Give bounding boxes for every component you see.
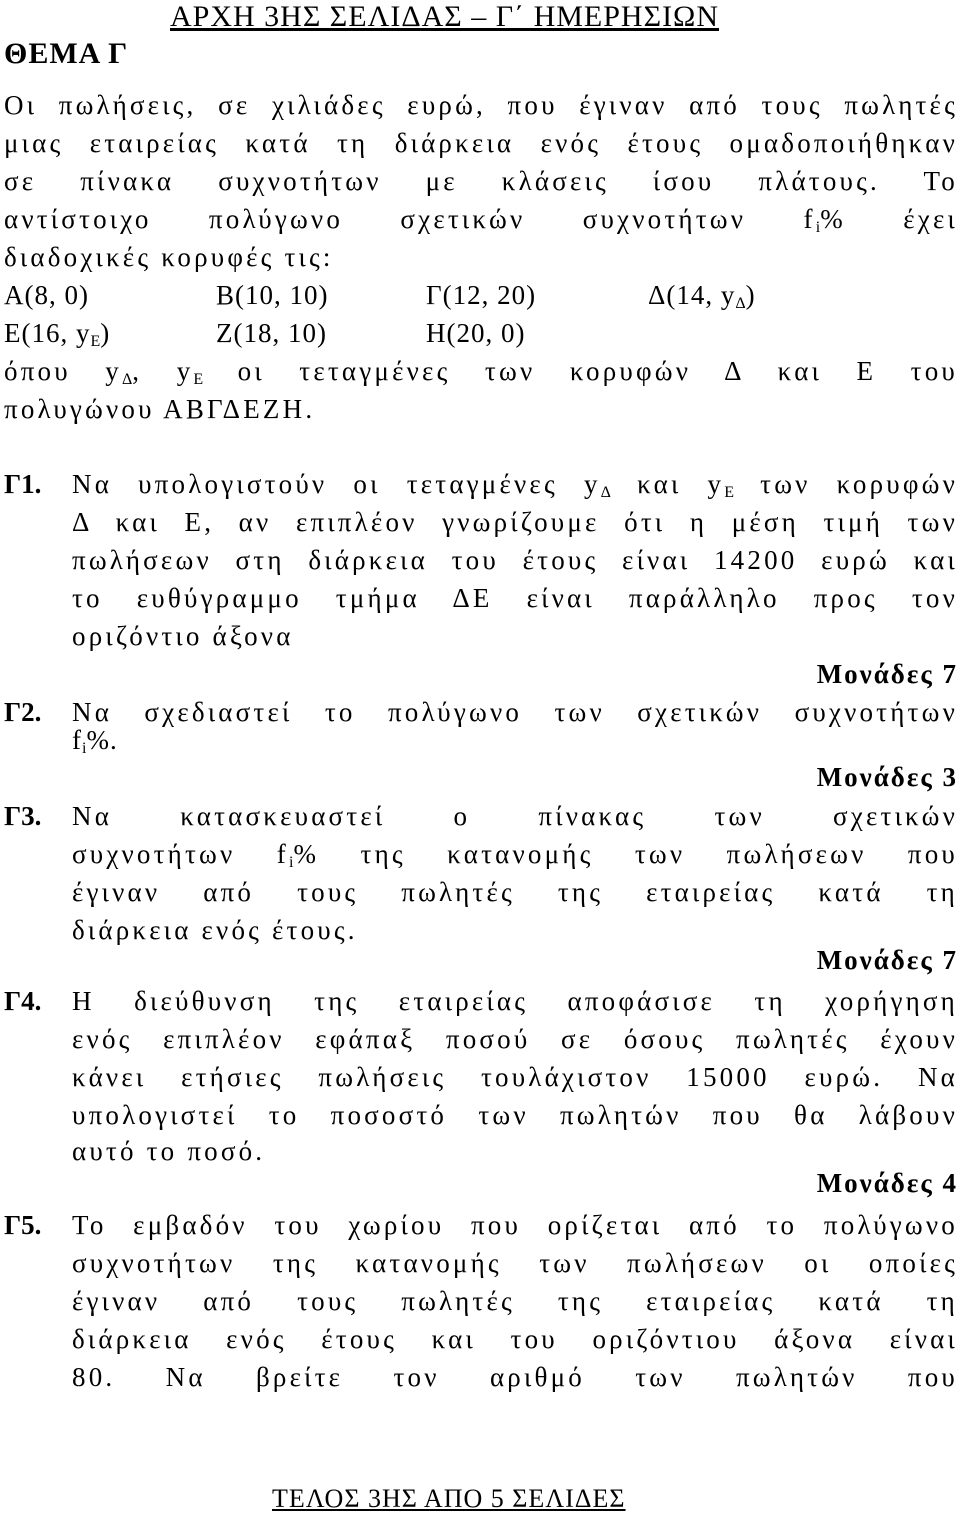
vertex-a: Α(8, 0): [4, 280, 89, 310]
q3-score: Μονάδες 7: [816, 945, 958, 975]
q5-line-5: 80. Να βρείτε τον αριθμό των πωλητών που: [72, 1362, 958, 1392]
vertex-g: Γ(12, 20): [426, 280, 537, 310]
q5-line-2: συχνοτήτων της κατανομής των πωλήσεων οι οποίες: [72, 1248, 958, 1278]
q1-line-2: Δ και Ε, αν επιπλέον γνωρίζουμε ότι η μέση τιμή των: [72, 507, 958, 537]
q4-line-4: υπολογιστεί το ποσοστό των πωλητών που θα λάβουν: [72, 1100, 958, 1130]
intro-line-4: αντίστοιχο πολύγωνο σχετικών συχνοτήτων $f_i\%$ έχει: [4, 204, 958, 236]
q4-score: Μονάδες 4: [816, 1168, 958, 1198]
question-3-number: Γ3.: [4, 801, 42, 831]
q2-line-1: Να σχεδιαστεί το πολύγωνο των σχετικών συχνοτήτων: [72, 697, 958, 727]
q3-line-1: Να κατασκευαστεί ο πίνακας των σχετικών: [72, 801, 958, 831]
where-line-1: όπου $y_\Delta$, $y_E$ οι τεταγμένες των κορυφών Δ και Ε του: [4, 356, 958, 388]
where-line-2: πολυγώνου ΑΒΓΔΕΖΗ.: [4, 394, 316, 424]
q1-line-5: οριζόντιο άξονα: [72, 621, 294, 651]
q3-line-4: διάρκεια ενός έτους.: [72, 915, 358, 945]
vertex-h: Η(20, 0): [426, 318, 526, 348]
q1-line-1: Να υπολογιστούν οι τεταγμένες $y_\Delta$ και $y_E$ των κορυφών: [72, 469, 959, 501]
question-2-number: Γ2.: [4, 697, 42, 727]
question-5-number: Γ5.: [4, 1210, 42, 1240]
vertex-d: Δ(14, $y_\Delta$): [648, 280, 756, 312]
q4-line-2: ενός επιπλέον εφάπαξ ποσού σε όσους πωλητές έχουν: [72, 1024, 958, 1054]
q2-score: Μονάδες 3: [816, 762, 958, 792]
q1-score: Μονάδες 7: [816, 659, 958, 689]
q4-line-3: κάνει ετήσιες πωλήσεις τουλάχιστον 15000 ευρώ. Να: [72, 1062, 958, 1092]
intro-line-3: σε πίνακα συχνοτήτων με κλάσεις ίσου πλάτους. Το: [4, 166, 958, 196]
q5-line-1: Το εμβαδόν του χωρίου που ορίζεται από το πολύγωνο: [72, 1210, 958, 1240]
vertex-e: Ε(16, $y_E$): [4, 318, 111, 350]
question-1-number: Γ1.: [4, 469, 42, 499]
q1-line-3: πωλήσεων στη διάρκεια του έτους είναι 14200 ευρώ και: [72, 545, 958, 575]
q4-line-5: αυτό το ποσό.: [72, 1136, 266, 1166]
intro-line-1: Οι πωλήσεις, σε χιλιάδες ευρώ, που έγιναν από τους πωλητές: [4, 90, 958, 120]
q5-line-3: έγιναν από τους πωλητές της εταιρείας κατά τη: [72, 1286, 958, 1316]
q4-line-1: Η διεύθυνση της εταιρείας αποφάσισε τη χορήγηση: [72, 986, 958, 1016]
intro-line-2: μιας εταιρείας κατά τη διάρκεια ενός έτους ομαδοποιήθηκαν: [4, 128, 958, 158]
vertex-z: Ζ(18, 10): [216, 318, 327, 348]
vertex-b: Β(10, 10): [216, 280, 329, 310]
theme-title: ΘΕΜΑ Γ: [4, 37, 129, 70]
intro-line-5: διαδοχικές κορυφές τις:: [4, 242, 334, 272]
page-footer: ΤΕΛΟΣ 3ΗΣ ΑΠΟ 5 ΣΕΛΙΔΕΣ: [272, 1484, 626, 1513]
q1-line-4: το ευθύγραμμο τμήμα ΔΕ είναι παράλληλο προς τον: [72, 583, 958, 613]
q2-line-2: $f_i\%$.: [72, 725, 118, 757]
page-header: ΑΡΧΗ 3ΗΣ ΣΕΛΙΔΑΣ – Γ΄ ΗΜΕΡΗΣΙΩΝ: [170, 0, 720, 33]
q3-line-3: έγιναν από τους πωλητές της εταιρείας κατά τη: [72, 877, 958, 907]
q5-line-4: διάρκεια ενός έτους και του οριζόντιου άξονα είναι: [72, 1324, 958, 1354]
question-4-number: Γ4.: [4, 986, 42, 1016]
q3-line-2: συχνοτήτων $f_i\%$ της κατανομής των πωλήσεων που: [72, 839, 959, 871]
